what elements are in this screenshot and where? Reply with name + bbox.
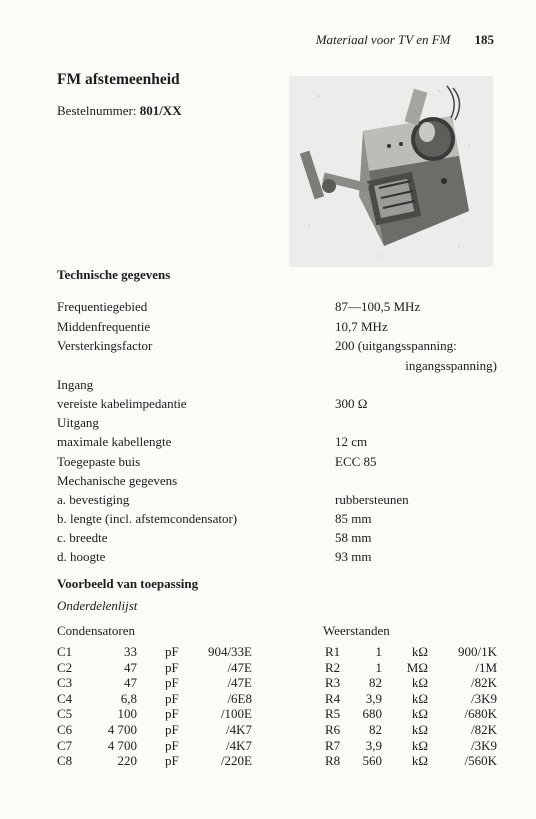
resistor-unit: kΩ (411, 644, 428, 659)
spec-label: Toegepaste buis (57, 454, 141, 469)
spec-value: 87—100,5 MHz (335, 299, 421, 314)
spec-label: Mechanische gegevens (57, 473, 178, 488)
capacitor-code: /100E (220, 706, 252, 721)
capacitor-value: 220 (117, 753, 137, 768)
resistor-value: 1 (375, 660, 382, 675)
capacitor-value: 33 (124, 644, 137, 659)
capacitors-heading: Condensatoren (57, 623, 135, 638)
capacitor-unit: pF (165, 738, 179, 753)
resistor-value: 3,9 (365, 691, 382, 706)
capacitor-id: C6 (57, 722, 73, 737)
resistor-code: /82K (471, 675, 497, 690)
resistor-code: /3K9 (471, 738, 497, 753)
resistor-id: R2 (325, 660, 341, 675)
page-number: 185 (474, 32, 494, 47)
resistor-code: /82K (471, 722, 497, 737)
resistor-code: /1M (475, 660, 497, 675)
capacitor-value: 4 700 (107, 722, 137, 737)
capacitor-value: 4 700 (107, 738, 137, 753)
spec-label: Versterkingsfactor (57, 338, 153, 353)
spec-label: Middenfrequentie (57, 319, 151, 334)
capacitor-id: C4 (57, 691, 73, 706)
product-photo (289, 76, 493, 267)
resistor-unit: MΩ (406, 660, 428, 675)
resistor-value: 3,9 (365, 738, 382, 753)
running-title: Materiaal voor TV en FM (315, 32, 451, 47)
capacitor-unit: pF (165, 753, 179, 768)
capacitor-code: /47E (227, 675, 252, 690)
page-title: FM afstemeenheid (57, 71, 180, 88)
resistor-code: 900/1K (458, 644, 497, 659)
capacitor-value: 47 (124, 660, 137, 675)
resistors-heading: Weerstanden (323, 623, 390, 638)
resistor-value: 82 (369, 722, 382, 737)
capacitor-id: C5 (57, 706, 73, 721)
capacitor-unit: pF (165, 644, 179, 659)
capacitor-code: 904/33E (207, 644, 252, 659)
capacitor-code: /4K7 (226, 738, 252, 753)
example-heading: Voorbeeld van toepassing (57, 576, 199, 591)
resistor-value: 82 (369, 675, 382, 690)
order-label: Bestelnummer: (57, 103, 137, 118)
spec-value: 93 mm (335, 549, 372, 564)
resistor-code: /560K (464, 753, 497, 768)
capacitor-unit: pF (165, 691, 179, 706)
resistor-id: R1 (325, 644, 341, 659)
spec-value: ECC 85 (335, 454, 377, 469)
capacitor-code: /47E (227, 660, 252, 675)
resistor-unit: kΩ (411, 753, 428, 768)
spec-label: d. hoogte (57, 549, 106, 564)
spec-label: b. lengte (incl. afstemcondensator) (57, 511, 238, 526)
order-value: 801/XX (139, 103, 182, 118)
resistor-id: R4 (325, 691, 341, 706)
spec-label: maximale kabellengte (57, 434, 172, 449)
spec-label: c. breedte (57, 530, 108, 545)
spec-label: Ingang (57, 377, 94, 392)
running-header (316, 33, 494, 46)
capacitor-code: /220E (220, 753, 252, 768)
spec-label: vereiste kabelimpedantie (57, 396, 187, 411)
parts-list-heading: Onderdelenlijst (57, 598, 138, 613)
capacitor-unit: pF (165, 675, 179, 690)
resistor-unit: kΩ (411, 738, 428, 753)
capacitor-id: C7 (57, 738, 73, 753)
spec-value: 12 cm (335, 434, 368, 449)
resistor-id: R3 (325, 675, 341, 690)
technical-heading: Technische gegevens (57, 267, 171, 282)
spec-label: a. bevestiging (57, 492, 130, 507)
resistor-unit: kΩ (411, 706, 428, 721)
resistor-id: R7 (325, 738, 341, 753)
tuner-unit-image (289, 76, 493, 267)
resistor-id: R5 (325, 706, 341, 721)
resistor-value: 1 (375, 644, 382, 659)
capacitor-value: 47 (124, 675, 137, 690)
resistor-code: /680K (464, 706, 497, 721)
order-number (57, 104, 182, 117)
capacitor-unit: pF (165, 706, 179, 721)
spec-value: 300 Ω (335, 396, 368, 411)
resistor-unit: kΩ (411, 691, 428, 706)
capacitor-id: C3 (57, 675, 73, 690)
spec-value: 200 (uitgangsspanning: (335, 338, 457, 353)
capacitor-id: C8 (57, 753, 73, 768)
resistor-unit: kΩ (411, 722, 428, 737)
capacitor-id: C1 (57, 644, 73, 659)
capacitor-id: C2 (57, 660, 73, 675)
capacitor-value: 100 (117, 706, 137, 721)
resistor-code: /3K9 (471, 691, 497, 706)
spec-value: 58 mm (335, 530, 372, 545)
spec-value: 85 mm (335, 511, 372, 526)
resistor-id: R6 (325, 722, 341, 737)
resistor-value: 680 (362, 706, 382, 721)
capacitor-code: /6E8 (227, 691, 252, 706)
spec-value: 10,7 MHz (335, 319, 388, 334)
capacitor-unit: pF (165, 722, 179, 737)
spec-value: rubbersteunen (335, 492, 409, 507)
spec-value: ingangsspanning) (405, 358, 497, 373)
resistor-unit: kΩ (411, 675, 428, 690)
resistor-id: R8 (325, 753, 341, 768)
spec-label: Frequentiegebied (57, 299, 148, 314)
capacitor-unit: pF (165, 660, 179, 675)
spec-label: Uitgang (57, 415, 99, 430)
capacitor-code: /4K7 (226, 722, 252, 737)
resistor-value: 560 (362, 753, 382, 768)
capacitor-value: 6,8 (120, 691, 137, 706)
